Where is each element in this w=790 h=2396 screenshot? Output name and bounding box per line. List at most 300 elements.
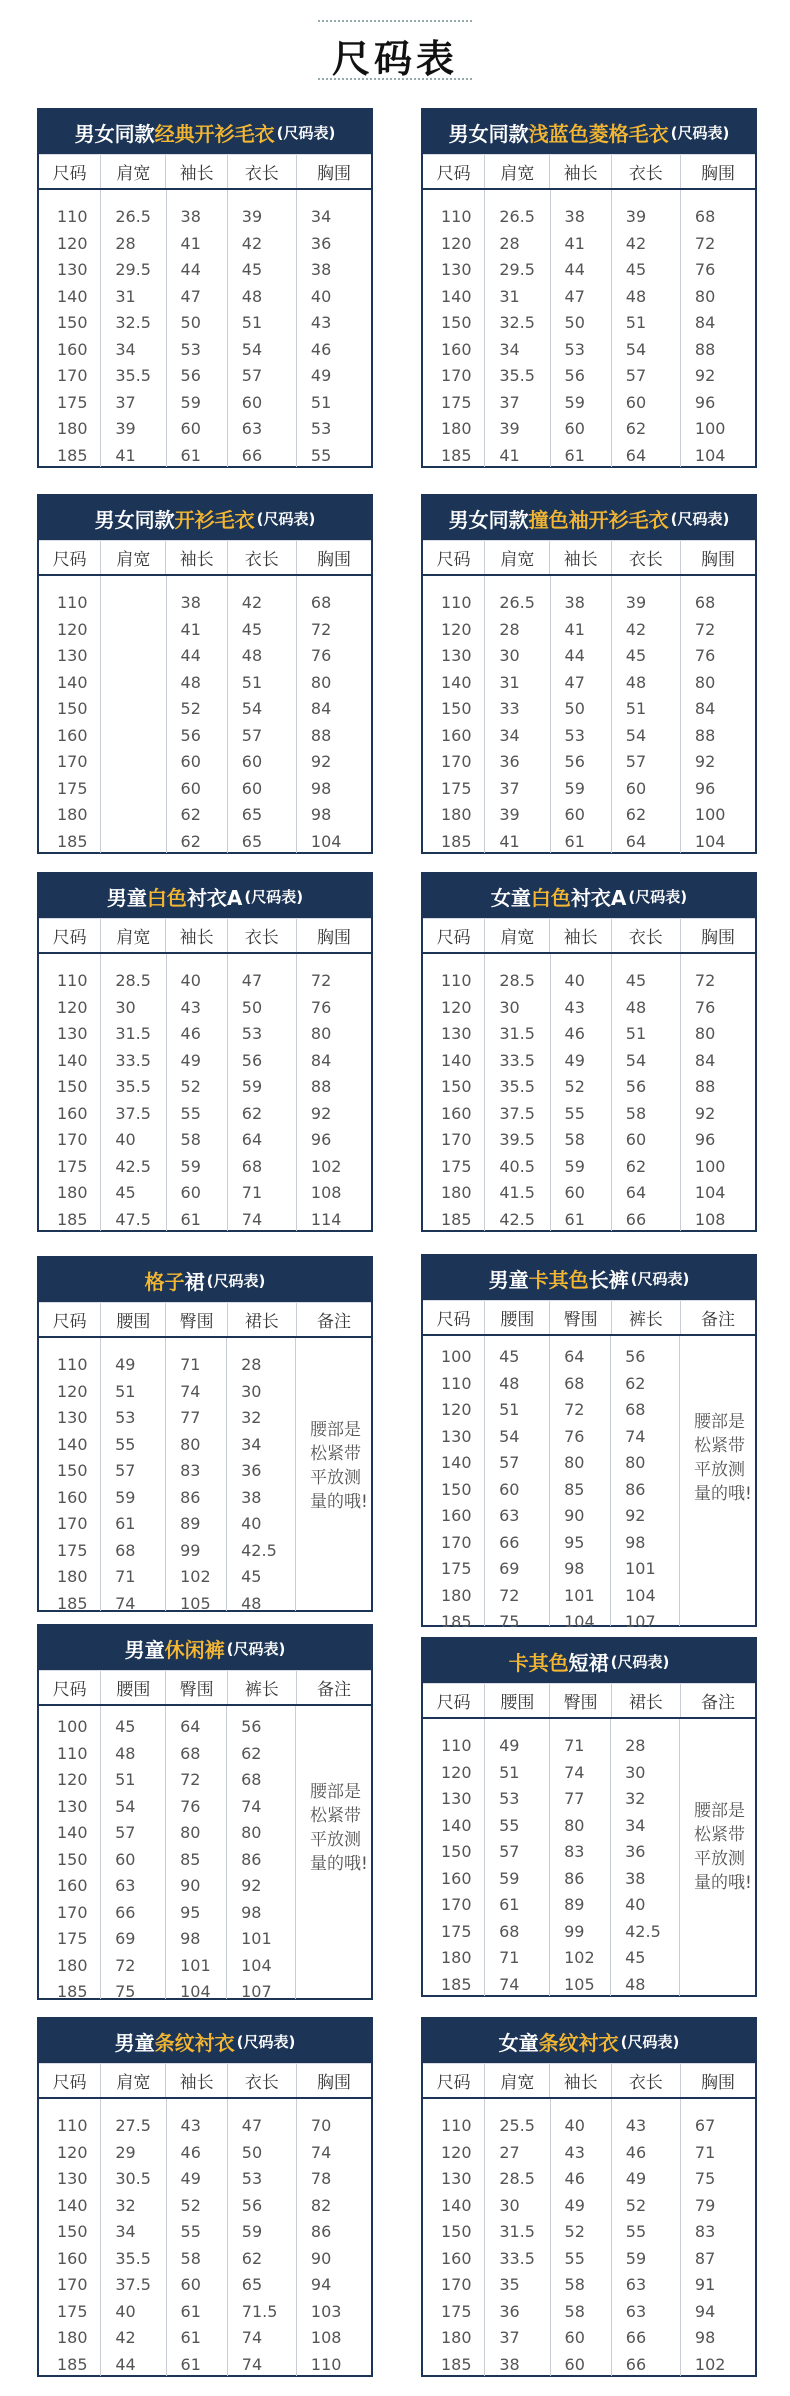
table-cell: 140	[57, 1434, 88, 1454]
table-cell: 26.5	[499, 593, 535, 612]
table-cell: 185	[57, 445, 88, 465]
table-cell: 40	[115, 1130, 136, 1149]
table-cell: 76	[180, 1796, 201, 1816]
title-tag: (尺码表)	[610, 1652, 670, 1671]
table-cell: 60	[180, 419, 201, 438]
table-cell: 60	[180, 1183, 201, 1202]
size-table	[37, 2017, 373, 2377]
table-cell: 80	[310, 672, 332, 692]
table-cell: 28	[115, 233, 136, 253]
table-cell: 42	[241, 593, 263, 612]
table-cell: 40	[115, 2301, 136, 2321]
column-header: 袖长	[549, 2064, 610, 2097]
table-title	[423, 1256, 755, 1300]
table-cell: 38	[564, 593, 585, 612]
column-header: 腰围	[100, 1671, 165, 1704]
table-cell: 140	[441, 672, 472, 692]
table-column	[484, 190, 549, 467]
table-cell: 41	[564, 619, 585, 639]
table-column	[550, 2099, 611, 2376]
table-cell: 96	[310, 1130, 332, 1149]
table-cell: 102	[310, 1156, 342, 1176]
table-cell: 47	[241, 2116, 263, 2135]
table-cell: 43	[180, 2116, 201, 2135]
table-column	[296, 576, 371, 853]
table-cell: 41.5	[499, 1183, 535, 1202]
column-header: 备注	[680, 1684, 755, 1717]
column-headers	[39, 918, 371, 954]
table-cell: 120	[441, 1400, 472, 1419]
table-cell: 40.5	[499, 1156, 535, 1176]
table-column	[165, 1706, 226, 1999]
table-cell: 39	[625, 593, 647, 612]
table-cell: 45	[241, 619, 263, 639]
table-cell: 44	[115, 2354, 136, 2374]
table-note: 腰部是松紧带平放测量的哦!	[694, 1412, 752, 1504]
table-title	[423, 496, 755, 540]
table-column	[296, 954, 371, 1231]
size-table	[37, 108, 373, 468]
table-cell: 72	[115, 1955, 136, 1975]
column-header: 衣长	[227, 919, 296, 952]
table-cell: 110	[441, 1736, 472, 1755]
table-cell: 35.5	[499, 366, 535, 385]
table-cell: 185	[441, 831, 472, 851]
table-cell: 88	[694, 725, 716, 745]
table-column	[100, 954, 165, 1231]
column-header: 尺码	[52, 928, 87, 948]
table-cell: 48	[625, 672, 647, 692]
table-cell: 34	[499, 339, 520, 359]
table-column	[680, 954, 755, 1231]
table-cell: 36	[499, 2301, 520, 2321]
table-cell: 36	[625, 1842, 646, 1861]
table-cell	[115, 696, 165, 723]
table-cell: 35	[499, 2275, 520, 2294]
table-cell: 170	[441, 1532, 472, 1552]
table-cell: 72	[180, 1770, 201, 1789]
column-header: 尺码	[436, 2073, 471, 2093]
table-cell: 41	[499, 445, 520, 465]
table-cell	[115, 802, 165, 829]
table-cell: 86	[625, 1479, 646, 1499]
table-cell: 75	[499, 1612, 520, 1631]
table-cell: 44	[180, 260, 201, 279]
table-cell	[115, 776, 165, 803]
table-cell: 46	[625, 2142, 647, 2162]
table-cell: 150	[57, 1849, 88, 1869]
table-column	[611, 954, 680, 1231]
table-cell: 110	[57, 2116, 88, 2135]
table-cell: 90	[180, 1876, 201, 1895]
table-cell: 44	[564, 260, 585, 279]
table-cell: 59	[180, 1156, 201, 1176]
table-cell: 72	[694, 619, 716, 639]
column-headers	[39, 2063, 371, 2099]
table-column	[423, 190, 484, 467]
table-cell: 95	[180, 1902, 201, 1922]
table-cell: 175	[57, 2301, 88, 2321]
table-cell: 54	[499, 1426, 520, 1446]
table-cell: 48	[625, 997, 647, 1017]
table-cell: 39	[499, 805, 520, 824]
table-cell: 63	[625, 2275, 647, 2294]
table-cell: 42.5	[499, 1209, 535, 1229]
table-cell: 99	[564, 1921, 585, 1941]
size-table	[37, 1624, 373, 2000]
table-cell: 80	[694, 1024, 716, 1043]
table-cell: 44	[564, 646, 585, 665]
column-header: 备注	[680, 1301, 755, 1334]
table-cell: 40	[241, 1514, 262, 1533]
table-cell: 52	[180, 1077, 201, 1096]
table-cell: 59	[499, 1868, 520, 1888]
table-cell: 56	[625, 1347, 646, 1366]
table-cell: 62	[241, 1103, 263, 1123]
table-cell: 83	[180, 1461, 201, 1480]
title-tag: (尺码表)	[620, 2032, 680, 2051]
table-cell: 160	[441, 1868, 472, 1888]
table-cell: 130	[57, 1408, 88, 1427]
size-table	[37, 1256, 373, 1612]
table-column	[100, 2099, 165, 2376]
table-cell: 140	[57, 1050, 88, 1070]
table-cell: 61	[564, 1209, 585, 1229]
table-cell: 42	[625, 619, 647, 639]
table-cell: 84	[694, 313, 716, 332]
table-cell: 48	[241, 646, 263, 665]
table-cell: 37	[499, 778, 520, 798]
table-cell: 42.5	[115, 1156, 151, 1176]
table-cell: 53	[499, 1789, 520, 1808]
table-cell: 66	[625, 2328, 647, 2347]
table-cell: 60	[564, 2354, 585, 2374]
table-cell: 140	[441, 1815, 472, 1835]
table-cell: 92	[310, 1103, 332, 1123]
table-cell: 59	[564, 778, 585, 798]
table-cell: 63	[115, 1876, 136, 1895]
table-cell: 102	[180, 1567, 211, 1586]
column-header: 腰围	[484, 1684, 549, 1717]
title-prefix: 男女同款	[74, 121, 155, 146]
table-cell: 61	[180, 445, 201, 465]
table-cell: 40	[625, 1895, 646, 1914]
table-cell: 175	[441, 1921, 472, 1941]
table-cell: 120	[57, 997, 88, 1017]
table-cell: 80	[694, 286, 716, 306]
table-column	[484, 1336, 549, 1631]
title-prefix: 男童	[124, 1637, 165, 1662]
column-header: 尺码	[52, 550, 87, 570]
title-suffix: 衬衣A	[186, 885, 243, 910]
table-cell: 74	[625, 1426, 646, 1446]
table-cell: 29	[115, 2142, 136, 2162]
table-cell: 170	[441, 366, 472, 385]
table-cell: 55	[310, 445, 332, 465]
title-divider-top	[318, 20, 472, 22]
column-header: 尺码	[436, 1693, 471, 1713]
table-cell: 80	[564, 1815, 585, 1835]
table-cell: 102	[694, 2354, 726, 2374]
table-title	[39, 496, 371, 540]
column-headers	[39, 1302, 371, 1338]
table-cell: 54	[241, 699, 263, 718]
title-tag: (尺码表)	[630, 1269, 690, 1288]
title-prefix: 女童	[498, 2030, 539, 2055]
table-cell: 74	[499, 1974, 520, 1994]
table-cell: 80	[241, 1823, 262, 1842]
table-cell: 104	[241, 1955, 272, 1975]
table-cell: 61	[180, 2328, 201, 2347]
table-cell: 45	[115, 1183, 136, 1202]
table-cell: 54	[115, 1796, 136, 1816]
table-cell: 48	[625, 286, 647, 306]
table-cell: 80	[310, 1024, 332, 1043]
column-headers	[423, 540, 755, 576]
table-note: 腰部是松紧带平放测量的哦!	[310, 1420, 368, 1512]
table-cell: 74	[180, 1381, 201, 1401]
table-body	[423, 1719, 755, 1996]
table-cell: 41	[180, 233, 201, 253]
table-cell: 150	[57, 313, 88, 332]
table-body	[39, 954, 371, 1231]
table-cell: 83	[694, 2222, 716, 2241]
table-cell: 51	[625, 1024, 647, 1043]
table-cell: 47	[564, 672, 585, 692]
table-cell: 56	[564, 752, 585, 771]
table-column	[226, 1706, 295, 1999]
table-cell: 69	[499, 1559, 520, 1578]
table-column	[165, 1338, 226, 1611]
title-tag: (尺码表)	[236, 2032, 296, 2051]
table-cell: 28	[625, 1736, 646, 1755]
table-cell: 72	[694, 971, 716, 990]
column-headers	[39, 154, 371, 190]
table-cell: 76	[310, 997, 332, 1017]
table-cell: 150	[441, 1077, 472, 1096]
table-cell: 150	[441, 1479, 472, 1499]
column-header: 尺码	[436, 1310, 471, 1330]
table-column	[611, 2099, 680, 2376]
table-cell: 63	[625, 2301, 647, 2321]
table-cell: 120	[441, 997, 472, 1017]
table-title	[423, 110, 755, 154]
title-tag: (尺码表)	[206, 1271, 266, 1290]
table-cell: 76	[310, 646, 332, 665]
table-cell: 39	[115, 419, 136, 438]
column-header: 衣长	[611, 2064, 680, 2097]
table-title	[39, 1626, 371, 1670]
table-column	[166, 190, 227, 467]
table-cell: 175	[441, 1156, 472, 1176]
table-cell: 80	[180, 1823, 201, 1842]
table-cell: 110	[310, 2354, 342, 2374]
table-cell: 51	[241, 313, 263, 332]
table-cell: 150	[441, 1842, 472, 1861]
table-cell: 47	[180, 286, 201, 306]
table-cell: 140	[441, 2195, 472, 2215]
table-cell: 94	[310, 2275, 332, 2294]
table-cell: 36	[499, 752, 520, 771]
table-cell: 71	[564, 1736, 585, 1755]
column-header: 臀围	[165, 1671, 226, 1704]
table-column	[611, 190, 680, 467]
table-cell: 62	[241, 2248, 263, 2268]
table-cell: 68	[694, 593, 716, 612]
title-highlight: 浅蓝色菱格毛衣	[528, 121, 669, 146]
table-cell: 80	[625, 1453, 646, 1472]
column-headers	[423, 1300, 755, 1336]
column-header: 臀围	[549, 1684, 610, 1717]
table-column	[550, 190, 611, 467]
table-cell: 120	[441, 233, 472, 253]
table-cell: 140	[441, 286, 472, 306]
table-cell: 37.5	[115, 2275, 151, 2294]
table-cell: 41	[564, 233, 585, 253]
table-cell: 88	[694, 1077, 716, 1096]
size-table	[421, 108, 757, 468]
table-cell: 40	[180, 971, 201, 990]
table-column	[39, 1706, 100, 1999]
table-cell: 104	[694, 831, 726, 851]
title-suffix: 衬衣A	[570, 885, 627, 910]
table-cell: 54	[625, 1050, 647, 1070]
table-cell: 175	[57, 778, 88, 798]
title-prefix: 男童	[488, 1267, 529, 1292]
table-cell: 48	[241, 286, 263, 306]
table-cell: 92	[310, 752, 332, 771]
title-prefix: 男女同款	[448, 121, 529, 146]
column-header: 肩宽	[100, 541, 165, 574]
table-cell: 42	[625, 233, 647, 253]
title-suffix: 长裤	[588, 1267, 629, 1292]
table-cell: 100	[694, 419, 726, 438]
table-cell: 46	[310, 339, 332, 359]
table-cell: 104	[625, 1585, 656, 1605]
table-cell: 104	[310, 831, 342, 851]
table-cell: 75	[694, 2169, 716, 2188]
table-cell	[115, 670, 165, 697]
table-cell: 68	[180, 1743, 201, 1763]
table-cell: 76	[564, 1426, 585, 1446]
table-cell: 110	[441, 593, 472, 612]
table-cell: 30	[499, 646, 520, 665]
table-cell: 175	[441, 2301, 472, 2321]
table-column	[296, 190, 371, 467]
column-header: 尺码	[52, 1680, 87, 1700]
table-cell: 65	[241, 2275, 263, 2294]
table-cell: 86	[180, 1487, 201, 1507]
table-cell: 45	[625, 971, 647, 990]
table-cell: 120	[441, 619, 472, 639]
table-cell: 140	[57, 286, 88, 306]
table-cell: 71	[180, 1355, 201, 1374]
table-cell: 38	[564, 207, 585, 226]
table-column	[679, 1336, 755, 1626]
table-column	[39, 190, 100, 467]
column-headers	[39, 1670, 371, 1706]
table-cell: 72	[694, 233, 716, 253]
table-column	[39, 1338, 100, 1611]
column-header: 胸围	[296, 541, 371, 574]
table-column	[550, 954, 611, 1231]
title-tag: (尺码表)	[256, 509, 316, 528]
table-cell: 34	[115, 339, 136, 359]
column-header: 尺码	[52, 164, 87, 184]
table-cell: 26.5	[115, 207, 151, 226]
table-cell: 98	[310, 778, 332, 798]
table-cell: 84	[310, 1050, 332, 1070]
table-cell: 120	[57, 1770, 88, 1789]
table-cell: 51	[241, 672, 263, 692]
table-cell: 59	[625, 2248, 647, 2268]
table-cell: 41	[115, 445, 136, 465]
table-cell: 28.5	[499, 2169, 535, 2188]
table-cell: 92	[694, 1103, 716, 1123]
column-headers	[423, 918, 755, 954]
table-cell: 39	[241, 207, 263, 226]
table-column	[679, 1719, 755, 1996]
table-cell: 62	[625, 1156, 647, 1176]
table-column	[166, 576, 227, 853]
table-cell: 89	[564, 1895, 585, 1914]
column-header: 肩宽	[100, 2064, 165, 2097]
table-column	[550, 576, 611, 853]
title-tag: (尺码表)	[670, 123, 730, 142]
table-cell: 160	[441, 725, 472, 745]
table-cell: 101	[180, 1955, 211, 1975]
table-cell: 31	[115, 286, 136, 306]
table-cell: 30	[499, 997, 520, 1017]
table-cell: 31	[499, 286, 520, 306]
column-header: 衣长	[227, 541, 296, 574]
table-cell: 29.5	[499, 260, 535, 279]
table-cell: 175	[57, 1929, 88, 1948]
table-cell: 90	[564, 1506, 585, 1525]
table-cell: 28.5	[499, 971, 535, 990]
table-cell: 49	[180, 2169, 201, 2188]
title-prefix: 男童	[106, 885, 147, 910]
table-cell: 34	[115, 2222, 136, 2241]
table-cell: 110	[441, 207, 472, 226]
table-cell: 185	[57, 2354, 88, 2374]
table-cell: 77	[180, 1408, 201, 1427]
table-cell: 150	[57, 1461, 88, 1480]
column-header: 备注	[296, 1671, 371, 1704]
table-body	[39, 2099, 371, 2376]
table-column	[166, 2099, 227, 2376]
table-cell: 95	[564, 1532, 585, 1552]
table-cell: 55	[115, 1434, 136, 1454]
table-cell: 34	[625, 1815, 646, 1835]
column-header: 裤长	[227, 1671, 296, 1704]
table-cell: 46	[564, 1024, 585, 1043]
table-cell: 185	[57, 1209, 88, 1229]
table-cell: 185	[57, 1982, 88, 2001]
table-cell: 99	[180, 1540, 201, 1560]
column-header: 胸围	[680, 919, 755, 952]
table-column	[226, 1338, 295, 1611]
table-cell: 180	[57, 805, 88, 824]
table-column	[39, 576, 100, 853]
table-cell: 140	[441, 1050, 472, 1070]
table-cell: 38	[241, 1487, 262, 1507]
table-cell: 60	[241, 778, 263, 798]
table-cell: 55	[625, 2222, 647, 2241]
table-cell: 98	[694, 2328, 716, 2347]
column-header: 胸围	[296, 919, 371, 952]
table-cell: 68	[241, 1156, 263, 1176]
